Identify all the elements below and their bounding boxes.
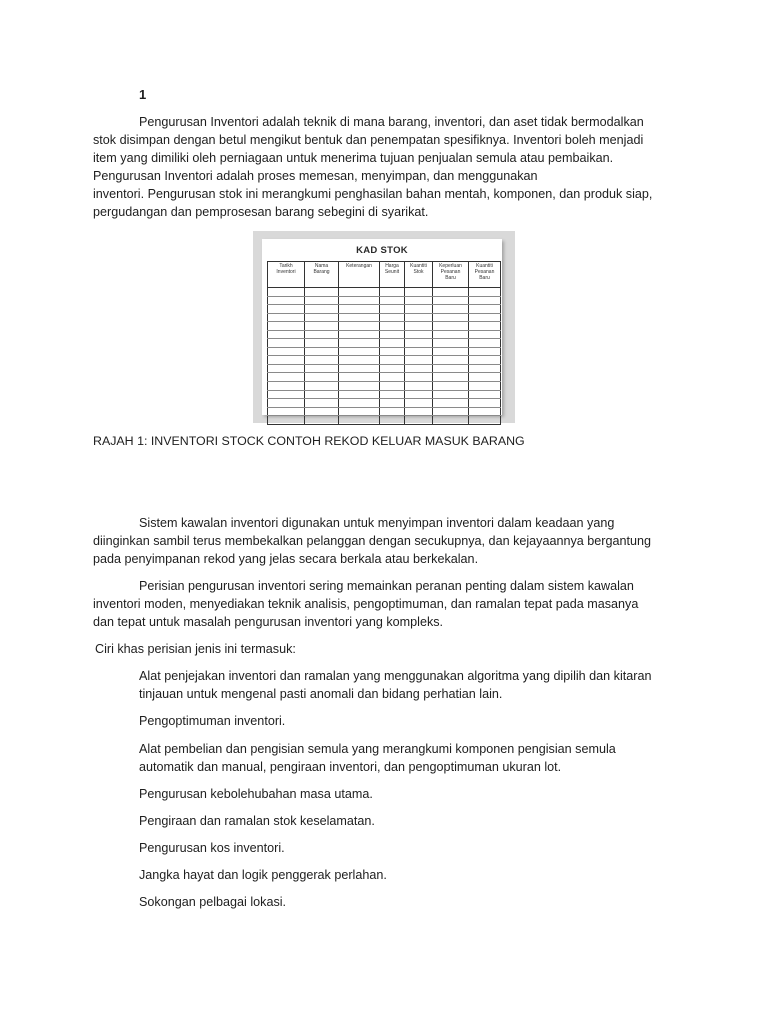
stock-card-cell bbox=[469, 296, 501, 305]
stock-card-title: KAD STOK bbox=[356, 245, 408, 256]
page-number: 1 bbox=[139, 87, 147, 102]
stock-card-cell bbox=[433, 373, 469, 382]
stock-card-cell bbox=[433, 382, 469, 391]
stock-card-cell bbox=[433, 305, 469, 314]
stock-card-row bbox=[268, 305, 501, 314]
stock-card-row bbox=[268, 382, 501, 391]
stock-card-cell bbox=[405, 339, 433, 348]
stock-card-cell bbox=[380, 288, 405, 297]
stock-card-cell bbox=[305, 296, 339, 305]
stock-card-cell bbox=[305, 313, 339, 322]
stock-card-row bbox=[268, 364, 501, 373]
stock-card-cell bbox=[380, 382, 405, 391]
stock-card-cell bbox=[405, 407, 433, 416]
stock-card-row bbox=[268, 339, 501, 348]
stock-card-cell bbox=[268, 364, 305, 373]
stock-card-cell bbox=[469, 330, 501, 339]
stock-card-cell bbox=[268, 313, 305, 322]
stock-card-row bbox=[268, 313, 501, 322]
stock-card-row bbox=[268, 407, 501, 416]
stock-card-table bbox=[267, 261, 501, 425]
features-intro: Ciri khas perisian jenis ini termasuk: bbox=[95, 642, 296, 656]
stock-card-row bbox=[268, 399, 501, 408]
stock-card-cell bbox=[268, 330, 305, 339]
list-item-line: Sokongan pelbagai lokasi. bbox=[139, 895, 287, 909]
stock-card-cell bbox=[268, 407, 305, 416]
stock-card-cell bbox=[433, 339, 469, 348]
stock-card-cell bbox=[339, 373, 380, 382]
stock-card-cell bbox=[305, 347, 339, 356]
stock-card-cell bbox=[380, 390, 405, 399]
stock-card-row bbox=[268, 416, 501, 425]
stock-card-cell bbox=[268, 399, 305, 408]
stock-card-figure bbox=[262, 239, 502, 415]
stock-card-cell bbox=[433, 296, 469, 305]
stock-card-cell bbox=[469, 322, 501, 331]
stock-card-cell bbox=[305, 382, 339, 391]
stock-card-cell bbox=[339, 390, 380, 399]
stock-card-cell bbox=[380, 373, 405, 382]
stock-card-cell bbox=[268, 339, 305, 348]
stock-card-cell bbox=[433, 364, 469, 373]
stock-card-row bbox=[268, 356, 501, 365]
stock-card-cell bbox=[469, 407, 501, 416]
list-item-line: automatik dan manual, pengiraan inventori, dan pengoptimuman ukuran lot. bbox=[139, 760, 562, 774]
stock-card-cell bbox=[469, 373, 501, 382]
stock-card-cell bbox=[405, 364, 433, 373]
stock-card-cell bbox=[305, 399, 339, 408]
stock-card-cell bbox=[380, 416, 405, 425]
stock-card-row bbox=[268, 296, 501, 305]
stock-card-cell bbox=[469, 356, 501, 365]
stock-card-cell bbox=[433, 330, 469, 339]
stock-card-cell bbox=[339, 407, 380, 416]
stock-card-cell bbox=[305, 364, 339, 373]
stock-card-cell bbox=[380, 296, 405, 305]
paragraph-line: dan tepat untuk masalah pengurusan inventori yang kompleks. bbox=[93, 615, 444, 629]
stock-card-cell bbox=[339, 356, 380, 365]
stock-card-cell bbox=[469, 382, 501, 391]
stock-card-cell bbox=[433, 347, 469, 356]
stock-card-cell bbox=[405, 322, 433, 331]
stock-card-cell bbox=[405, 313, 433, 322]
column-header: Harga Seunit bbox=[380, 262, 405, 288]
stock-card-cell bbox=[305, 373, 339, 382]
stock-card-cell bbox=[268, 305, 305, 314]
stock-card-cell bbox=[305, 330, 339, 339]
stock-card-cell bbox=[339, 382, 380, 391]
stock-card-cell bbox=[339, 399, 380, 408]
paragraph-line: inventori. Pengurusan stok ini merangkumi penghasilan bahan mentah, komponen, dan produk siap, bbox=[93, 187, 653, 201]
paragraph-line: Perisian pengurusan inventori sering memainkan peranan penting dalam sistem kawalan bbox=[139, 579, 634, 593]
stock-card-cell bbox=[405, 330, 433, 339]
paragraph-line: Pengurusan Inventori adalah proses memesan, menyimpan, dan menggunakan bbox=[93, 169, 538, 183]
stock-card-cell bbox=[433, 356, 469, 365]
stock-card-cell bbox=[305, 390, 339, 399]
stock-card-cell bbox=[268, 356, 305, 365]
stock-card-cell bbox=[380, 356, 405, 365]
stock-card-cell bbox=[339, 322, 380, 331]
stock-card-cell bbox=[268, 347, 305, 356]
stock-card-cell bbox=[268, 296, 305, 305]
stock-card-cell bbox=[405, 356, 433, 365]
list-item-line: Pengiraan dan ramalan stok keselamatan. bbox=[139, 814, 375, 828]
stock-card-cell bbox=[268, 322, 305, 331]
stock-card-row bbox=[268, 288, 501, 297]
stock-card-cell bbox=[339, 313, 380, 322]
paragraph-line: pergudangan dan pemprosesan barang sebegini di syarikat. bbox=[93, 205, 429, 219]
stock-card-cell bbox=[405, 347, 433, 356]
list-item-line: Alat penjejakan inventori dan ramalan yang menggunakan algoritma yang dipilih dan kitaran bbox=[139, 669, 652, 683]
stock-card-cell bbox=[380, 347, 405, 356]
stock-card-cell bbox=[268, 390, 305, 399]
paragraph-line: item yang dimiliki oleh perniagaan untuk menerima tujuan penjualan semula atau pembaikan. bbox=[93, 151, 614, 165]
stock-card-cell bbox=[469, 288, 501, 297]
stock-card-cell bbox=[380, 322, 405, 331]
stock-card-cell bbox=[305, 288, 339, 297]
stock-card-cell bbox=[268, 373, 305, 382]
stock-card-cell bbox=[305, 339, 339, 348]
column-header: Kuantiti Pesanan Baru bbox=[469, 262, 501, 288]
list-item-line: Pengurusan kos inventori. bbox=[139, 841, 285, 855]
list-item-line: Jangka hayat dan logik penggerak perlahan. bbox=[139, 868, 387, 882]
paragraph-line: pada penyimpanan rekod yang jelas secara berkala atau berkekalan. bbox=[93, 552, 479, 566]
stock-card-cell bbox=[305, 416, 339, 425]
stock-card-cell bbox=[405, 288, 433, 297]
stock-card-cell bbox=[433, 313, 469, 322]
stock-card-cell bbox=[380, 313, 405, 322]
stock-card-cell bbox=[339, 288, 380, 297]
stock-card-cell bbox=[469, 390, 501, 399]
stock-card-body bbox=[268, 288, 501, 425]
stock-card-cell bbox=[268, 288, 305, 297]
stock-card-cell bbox=[433, 416, 469, 425]
stock-card-cell bbox=[433, 399, 469, 408]
stock-card-row bbox=[268, 390, 501, 399]
stock-card-cell bbox=[339, 364, 380, 373]
stock-card-cell bbox=[405, 390, 433, 399]
stock-card-cell bbox=[469, 305, 501, 314]
stock-card-row bbox=[268, 373, 501, 382]
stock-card-header-row bbox=[268, 262, 501, 288]
stock-card-cell bbox=[469, 313, 501, 322]
paragraph-line: diinginkan sambil terus membekalkan pelanggan dengan secukupnya, dan kejayaannya bergantung bbox=[93, 534, 652, 548]
stock-card-cell bbox=[339, 296, 380, 305]
stock-card-cell bbox=[405, 416, 433, 425]
column-header: Keperluan Pesanan Baru bbox=[433, 262, 469, 288]
stock-card-cell bbox=[380, 399, 405, 408]
figure-caption: RAJAH 1: INVENTORI STOCK CONTOH REKOD KELUAR MASUK BARANG bbox=[93, 434, 525, 448]
stock-card-cell bbox=[268, 382, 305, 391]
list-item-line: Pengurusan kebolehubahan masa utama. bbox=[139, 787, 373, 801]
stock-card-cell bbox=[339, 347, 380, 356]
column-header: Keterangan bbox=[339, 262, 380, 288]
paragraph-line: stok disimpan dengan betul mengikut bentuk dan penempatan spesifiknya. Inventori boleh menjadi bbox=[93, 133, 644, 147]
stock-card-cell bbox=[405, 399, 433, 408]
stock-card-cell bbox=[405, 296, 433, 305]
stock-card-cell bbox=[405, 382, 433, 391]
stock-card-cell bbox=[380, 339, 405, 348]
stock-card-cell bbox=[433, 288, 469, 297]
stock-card-cell bbox=[339, 330, 380, 339]
stock-card-cell bbox=[305, 407, 339, 416]
stock-card-cell bbox=[433, 322, 469, 331]
stock-card-cell bbox=[469, 347, 501, 356]
stock-card-cell bbox=[433, 407, 469, 416]
stock-card-row bbox=[268, 347, 501, 356]
stock-card-cell bbox=[339, 339, 380, 348]
stock-card-cell bbox=[339, 305, 380, 314]
stock-card-cell bbox=[433, 390, 469, 399]
stock-card-cell bbox=[380, 330, 405, 339]
stock-card-cell bbox=[305, 322, 339, 331]
stock-card-row bbox=[268, 330, 501, 339]
paragraph-line: Pengurusan Inventori adalah teknik di mana barang, inventori, dan aset tidak bermodalkan bbox=[139, 115, 644, 129]
stock-card-cell bbox=[380, 407, 405, 416]
column-header: Kuantiti Stok bbox=[405, 262, 433, 288]
stock-card-cell bbox=[339, 416, 380, 425]
stock-card-cell bbox=[380, 305, 405, 314]
paragraph-line: Sistem kawalan inventori digunakan untuk menyimpan inventori dalam keadaan yang bbox=[139, 516, 615, 530]
column-header: Tarikh Inventori bbox=[268, 262, 305, 288]
list-item-line: Alat pembelian dan pengisian semula yang merangkumi komponen pengisian semula bbox=[139, 742, 616, 756]
stock-card-cell bbox=[380, 364, 405, 373]
stock-card-cell bbox=[469, 339, 501, 348]
stock-card-cell bbox=[405, 373, 433, 382]
stock-card-cell bbox=[469, 399, 501, 408]
stock-card-cell bbox=[268, 416, 305, 425]
list-item-line: Pengoptimuman inventori. bbox=[139, 714, 286, 728]
list-item-line: tinjauan untuk mengenal pasti anomali dan bidang perhatian lain. bbox=[139, 687, 503, 701]
stock-card-cell bbox=[469, 416, 501, 425]
stock-card-row bbox=[268, 322, 501, 331]
column-header: Nama Barang bbox=[305, 262, 339, 288]
stock-card-cell bbox=[469, 364, 501, 373]
stock-card-cell bbox=[405, 305, 433, 314]
stock-card-cell bbox=[305, 305, 339, 314]
paragraph-line: inventori moden, menyediakan teknik analisis, pengoptimuman, dan ramalan tepat pada masanya bbox=[93, 597, 639, 611]
stock-card-cell bbox=[305, 356, 339, 365]
